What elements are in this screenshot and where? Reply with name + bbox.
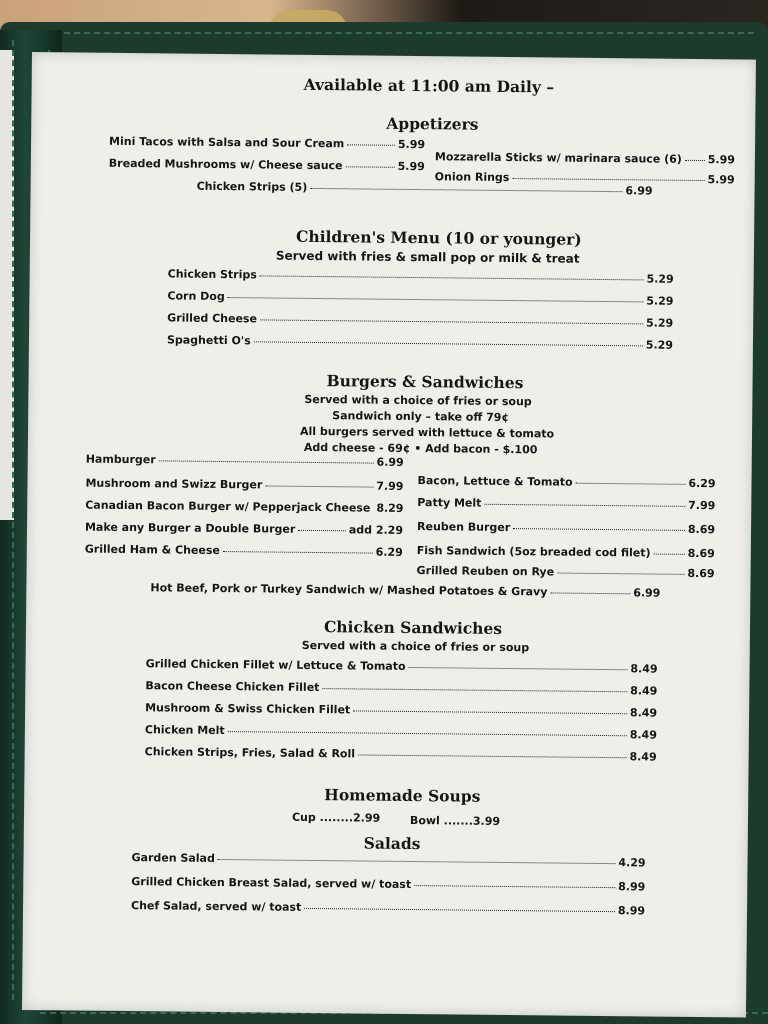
menu-item: Mushroom & Swiss Chicken Fillet 8.49 bbox=[145, 701, 658, 720]
chicken-sandwiches-title: Chicken Sandwiches bbox=[323, 617, 503, 638]
menu-item: Fish Sandwich (5oz breaded cod filet) 8.69 bbox=[416, 544, 715, 561]
stitching bbox=[12, 40, 14, 1000]
childrens-menu-subtitle: Served with fries & small pop or milk & treat bbox=[275, 248, 580, 266]
soup-bowl: Bowl .......3.99 bbox=[409, 814, 501, 828]
burgers-note: Served with a choice of fries or soup bbox=[304, 392, 532, 409]
menu-item: Onion Rings 5.99 bbox=[434, 170, 735, 187]
menu-item: Corn Dog 5.29 bbox=[167, 289, 674, 308]
menu-item: Bacon Cheese Chicken Fillet 8.49 bbox=[145, 679, 658, 698]
menu-item: Mushroom and Swizz Burger 7.99 bbox=[85, 476, 404, 493]
menu-item: Canadian Bacon Burger w/ Pepperjack Cheese 8.29 bbox=[85, 498, 404, 515]
menu-item: Grilled Reuben on Rye 8.69 bbox=[416, 564, 715, 581]
menu-item: Patty Melt 7.99 bbox=[417, 496, 716, 513]
menu-item: Mozzarella Sticks w/ marinara sauce (6) 5.99 bbox=[434, 150, 735, 167]
menu-item: Chicken Strips 5.29 bbox=[167, 267, 674, 286]
menu-item: Make any Burger a Double Burger add 2.29 bbox=[84, 520, 404, 537]
menu-item: Mini Tacos with Salsa and Sour Cream 5.99 bbox=[109, 134, 426, 152]
menu-item: Spaghetti O's 5.29 bbox=[166, 333, 674, 352]
homemade-soups-title: Homemade Soups bbox=[324, 785, 481, 806]
menu-page bbox=[22, 52, 756, 1018]
menu-item: Grilled Chicken Fillet w/ Lettuce & Tomato 8.49 bbox=[145, 657, 658, 676]
menu-item: Grilled Chicken Breast Salad, served w/ toast 8.99 bbox=[131, 875, 646, 894]
menu-item: Chef Salad, served w/ toast 8.99 bbox=[130, 899, 646, 918]
salads-title: Salads bbox=[363, 833, 421, 854]
menu-item: Garden Salad 4.29 bbox=[131, 851, 646, 870]
menu-item: Chicken Strips, Fries, Salad & Roll 8.49 bbox=[144, 745, 657, 764]
menu-item: Hamburger 6.99 bbox=[85, 452, 404, 469]
menu-item: Grilled Cheese 5.29 bbox=[167, 311, 674, 330]
menu-item: Hot Beef, Pork or Turkey Sandwich w/ Mashed Potatoes & Gravy 6.99 bbox=[150, 581, 661, 600]
burgers-note: Sandwich only – take off 79¢ bbox=[332, 409, 510, 425]
menu-item: Chicken Melt 8.49 bbox=[144, 723, 657, 742]
menu-item: Chicken Strips (5) 6.99 bbox=[196, 179, 653, 198]
burgers-note: All burgers served with lettuce & tomato bbox=[299, 424, 555, 441]
burgers-title: Burgers & Sandwiches bbox=[326, 371, 524, 393]
stitching bbox=[64, 32, 754, 34]
menu-item: Bacon, Lettuce & Tomato 6.29 bbox=[417, 474, 716, 491]
childrens-menu-title: Children's Menu (10 or younger) bbox=[295, 226, 582, 249]
menu-header: Available at 11:00 am Daily – bbox=[303, 74, 555, 97]
soup-cup: Cup ........2.99 bbox=[291, 810, 381, 825]
menu-item: Breaded Mushrooms w/ Cheese sauce 5.99 bbox=[108, 156, 425, 174]
menu-item: Grilled Ham & Cheese 6.29 bbox=[84, 542, 403, 559]
menu-item: Reuben Burger 8.69 bbox=[416, 520, 716, 537]
burgers-note: Add cheese - 69¢ • Add bacon - $.100 bbox=[303, 440, 538, 457]
appetizers-title: Appetizers bbox=[386, 113, 479, 134]
chicken-sandwiches-subtitle: Served with a choice of fries or soup bbox=[301, 638, 530, 655]
